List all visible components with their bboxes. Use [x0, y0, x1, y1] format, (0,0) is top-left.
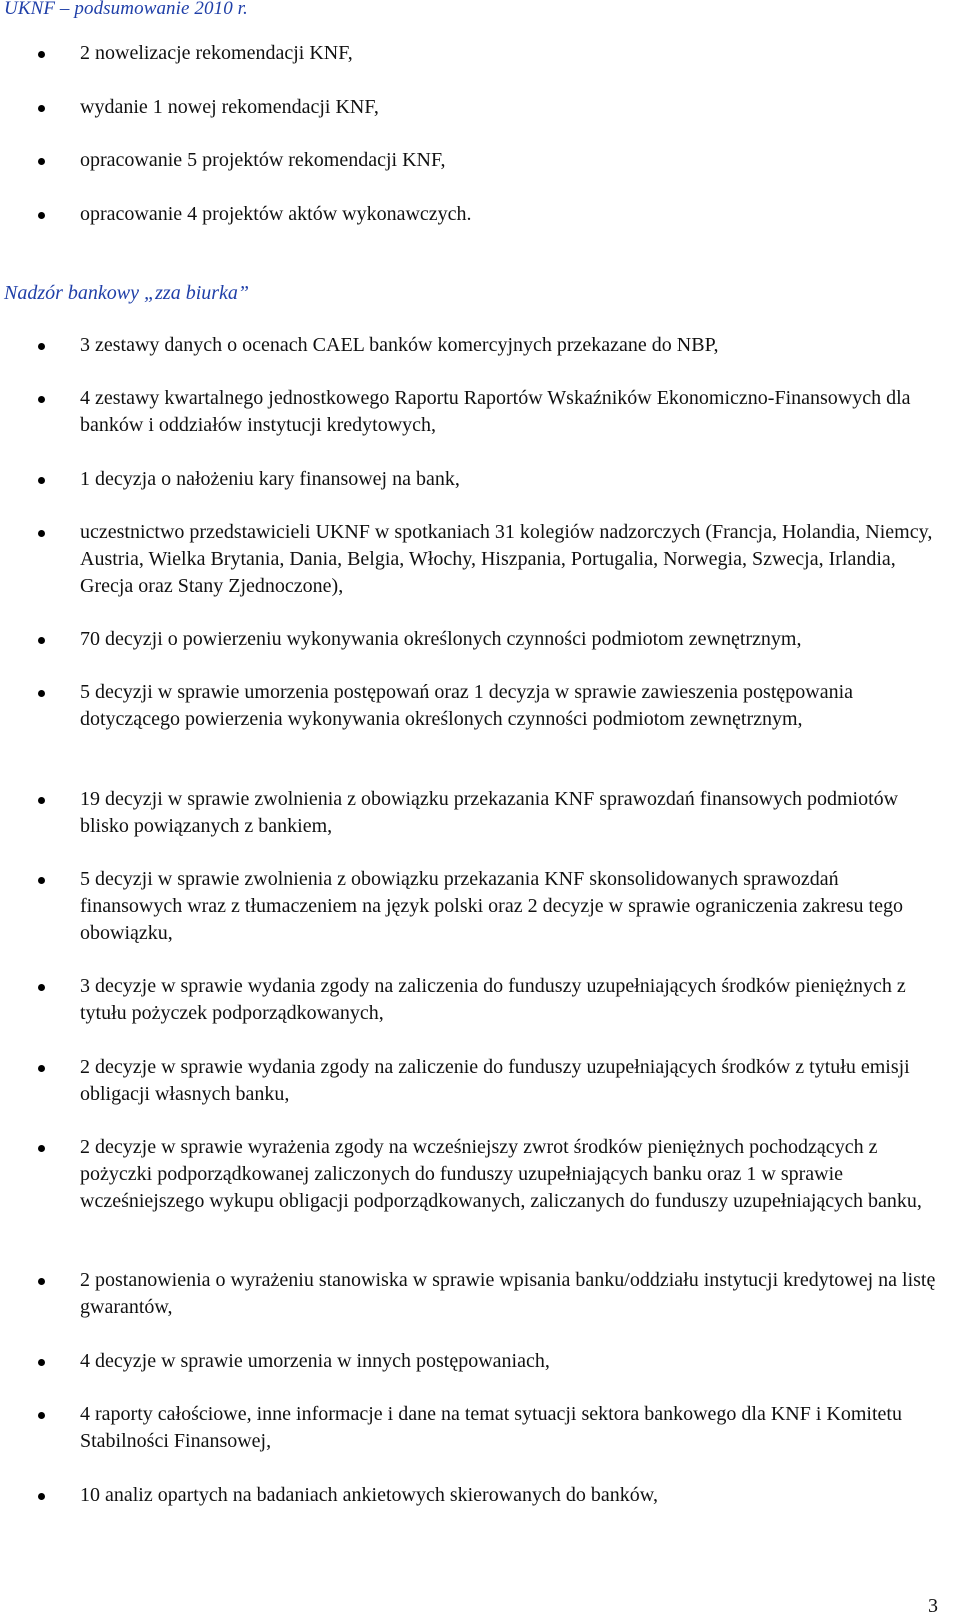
bullet-icon	[38, 1065, 45, 1072]
section-title: Nadzór bankowy „zza biurka”	[4, 282, 250, 304]
bullet-icon	[38, 877, 45, 884]
bullet-icon	[38, 797, 45, 804]
bullet-icon	[38, 690, 45, 697]
list-item	[0, 1054, 945, 1108]
bullet-icon	[38, 105, 45, 112]
list-item	[0, 147, 945, 174]
list-item	[0, 519, 945, 600]
list-item-text: 2 decyzje w sprawie wyrażenia zgody na wcześniejszy zwrot środków pieniężnych pochodzących z pożyczki podporządkowanej zaliczonych do funduszy uzupełniających banku oraz 1 w sprawie wcześniejszego wykupu obligacji podporządkowanych, zaliczanych do funduszy uzupełniających banku,	[80, 1136, 922, 1212]
list-item	[0, 866, 945, 947]
list-item-text: opracowanie 4 projektów aktów wykonawczych.	[80, 203, 472, 225]
bullet-icon	[38, 984, 45, 991]
bullet-icon	[38, 396, 45, 403]
list-item-text: 70 decyzji o powierzeniu wykonywania określonych czynności podmiotom zewnętrznym,	[80, 628, 802, 650]
list-item	[0, 679, 945, 733]
list-item	[0, 1267, 945, 1321]
list-item-text: 1 decyzja o nałożeniu kary finansowej na bank,	[80, 468, 460, 490]
bullet-icon	[38, 637, 45, 644]
bullet-icon	[38, 343, 45, 350]
bullet-icon	[38, 51, 45, 58]
bullet-icon	[38, 1359, 45, 1366]
list-item	[0, 201, 945, 228]
page-number: 3	[928, 1595, 938, 1617]
list-item-text: 2 nowelizacje rekomendacji KNF,	[80, 42, 353, 64]
list-item-text: opracowanie 5 projektów rekomendacji KNF,	[80, 149, 446, 171]
bullet-icon	[38, 212, 45, 219]
list-item	[0, 94, 945, 121]
list-item-text: 3 zestawy danych o ocenach CAEL banków komercyjnych przekazane do NBP,	[80, 334, 719, 356]
list-item-text: 2 decyzje w sprawie wydania zgody na zaliczenie do funduszy uzupełniających środków z tytułu emisji obligacji własnych banku,	[80, 1056, 910, 1105]
list-item-text: uczestnictwo przedstawicieli UKNF w spotkaniach 31 kolegiów nadzorczych (Francja, Holandia, Niemcy, Austria, Wielka Brytania, Dania, Belgia, Włochy, Hiszpania, Portugalia, Norwegia, Szwecja, Irlandia, Grecja oraz Stany Zjednoczone),	[80, 521, 933, 597]
list-item	[0, 626, 945, 653]
bullet-icon	[38, 477, 45, 484]
list-item-text: 4 decyzje w sprawie umorzenia w innych postępowaniach,	[80, 1350, 550, 1372]
list-item	[0, 1401, 945, 1455]
list-item	[0, 385, 945, 439]
list-item-text: 5 decyzji w sprawie zwolnienia z obowiązku przekazania KNF skonsolidowanych sprawozdań finansowych wraz z tłumaczeniem na język polski oraz 2 decyzje w sprawie ograniczenia zakresu tego obowiązku,	[80, 868, 903, 944]
list-item	[0, 973, 945, 1027]
bullet-icon	[38, 1278, 45, 1285]
list-item-text: 3 decyzje w sprawie wydania zgody na zaliczenia do funduszy uzupełniających środków pieniężnych z tytułu pożyczek podporządkowanych,	[80, 975, 906, 1024]
bullet-icon	[38, 1412, 45, 1419]
list-item	[0, 1134, 945, 1215]
list-item-text: 4 zestawy kwartalnego jednostkowego Raportu Raportów Wskaźników Ekonomiczno-Finansowych dla banków i oddziałów instytucji kredytowych,	[80, 387, 911, 436]
list-item	[0, 332, 945, 359]
list-item-text: 2 postanowienia o wyrażeniu stanowiska w sprawie wpisania banku/oddziału instytucji kredytowej na listę gwarantów,	[80, 1269, 936, 1318]
list-item	[0, 1348, 945, 1375]
list-item	[0, 786, 945, 840]
list-item	[0, 466, 945, 493]
list-item	[0, 40, 945, 67]
bullet-icon	[38, 1145, 45, 1152]
list-item-text: 5 decyzji w sprawie umorzenia postępowań oraz 1 decyzja w sprawie zawieszenia postępowania dotyczącego powierzenia wykonywania określonych czynności podmiotom zewnętrznym,	[80, 681, 854, 730]
bullet-icon	[38, 1493, 45, 1500]
bullet-icon	[38, 158, 45, 165]
list-item-text: 4 raporty całościowe, inne informacje i dane na temat sytuacji sektora bankowego dla KNF i Komitetu Stabilności Finansowej,	[80, 1403, 902, 1452]
list-item-text: 10 analiz opartych na badaniach ankietowych skierowanych do banków,	[80, 1484, 658, 1506]
list-item	[0, 1482, 945, 1509]
list-item-text: 19 decyzji w sprawie zwolnienia z obowiązku przekazania KNF sprawozdań finansowych podmiotów blisko powiązanych z bankiem,	[80, 788, 899, 837]
bullet-icon	[38, 530, 45, 537]
running-header: UKNF – podsumowanie 2010 r.	[4, 0, 248, 19]
list-item-text: wydanie 1 nowej rekomendacji KNF,	[80, 96, 379, 118]
